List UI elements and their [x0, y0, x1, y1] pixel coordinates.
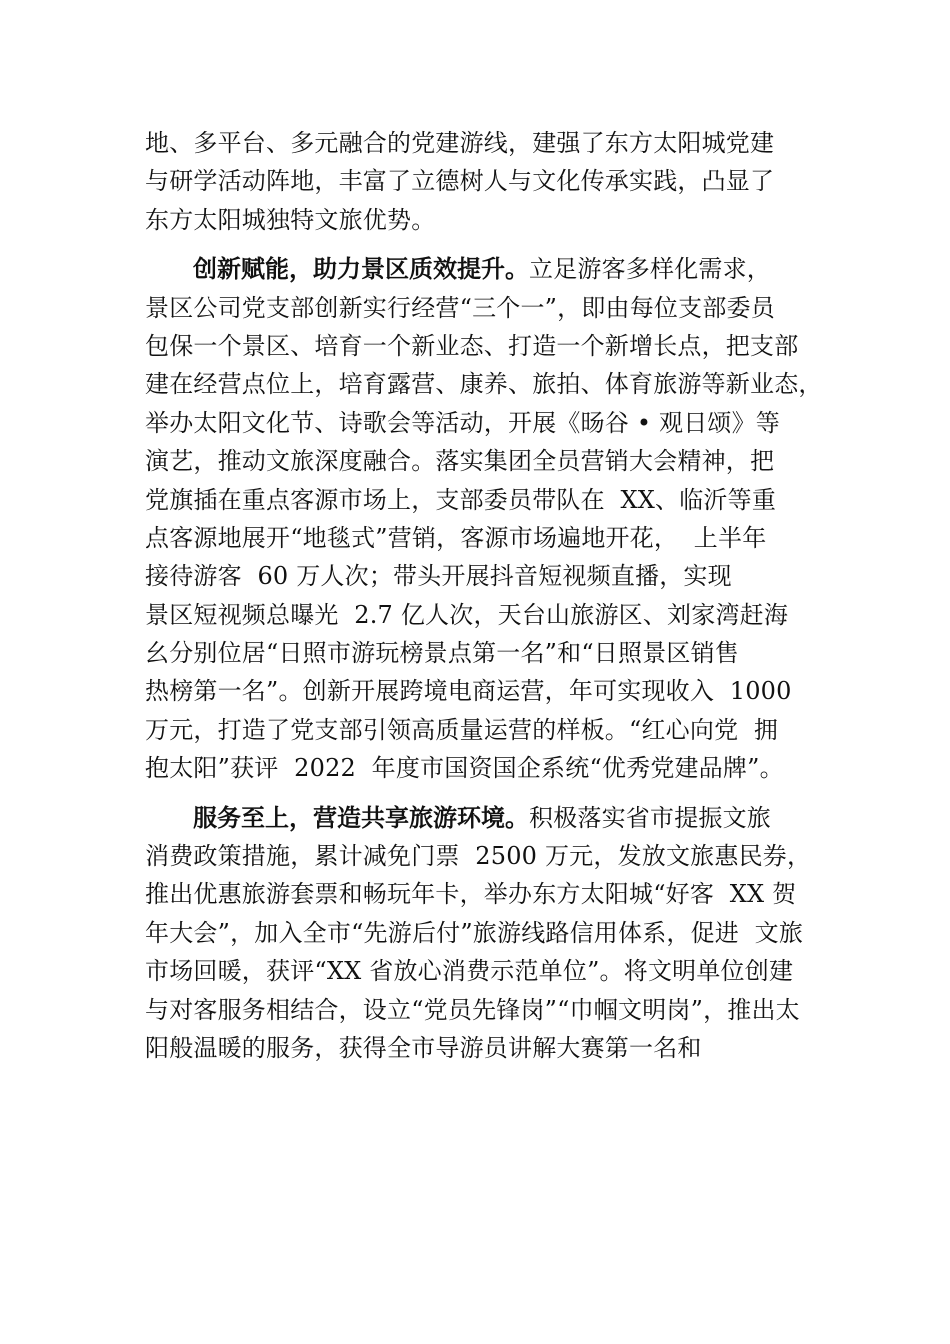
text-line: 景区短视频总曝光 2.7 亿人次，天台山旅游区、刘家湾赶海 — [145, 600, 789, 629]
text-line: 与对客服务相结合，设立“党员先锋岗”“巾帼文明岗”，推出太 — [145, 995, 800, 1024]
text-line: 演艺，推动文旅深度融合。落实集团全员营销大会精神，把 — [145, 447, 775, 476]
text-line: 万元，打造了党支部引领高质量运营的样板。“红心向党 拥 — [145, 715, 779, 744]
text-line: 党旗插在重点客源市场上，支部委员带队在 XX、临沂等重 — [145, 485, 777, 514]
text-line: 与研学活动阵地，丰富了立德树人与文化传承实践，凸显了 — [145, 167, 775, 196]
paragraph-lead-heading: 服务至上，营造共享旅游环境。 — [193, 803, 529, 832]
text-line: 接待游客 60 万人次；带头开展抖音短视频直播，实现 — [145, 562, 732, 591]
text-line: 年大会”，加入全市“先游后付”旅游线路信用体系，促进 文旅 — [145, 918, 804, 947]
text-line: 热榜第一名”。创新开展跨境电商运营，年可实现收入 1000 — [145, 677, 792, 706]
text-line: 建在经营点位上，培育露营、康养、旅拍、体育旅游等新业态， — [145, 370, 823, 399]
text-line: 抱太阳”获评 2022 年度市国资国企系统“优秀党建品牌”。 — [145, 754, 784, 783]
text-line: 景区公司党支部创新实行经营“三个一”，即由每位支部委员 — [145, 293, 775, 322]
text-line: 东方太阳城独特文旅优势。 — [145, 205, 436, 234]
text-line — [145, 799, 835, 837]
paragraph-innovation-empowerment — [145, 250, 835, 787]
document-page — [145, 124, 835, 1067]
text-line: 地、多平台、多元融合的党建游线，建强了东方太阳城党建 — [145, 129, 775, 157]
paragraph-party-tour-routes — [145, 124, 835, 239]
text-line: 市场回暖，获评“XX 省放心消费示范单位”。将文明单位创建 — [145, 957, 794, 986]
text-line: 包保一个景区、培育一个新业态、打造一个新增长点，把支部 — [145, 331, 799, 360]
text-line: 幺分别位居“日照市游玩榜景点第一名”和“日照景区销售 — [145, 639, 740, 668]
text-line — [145, 250, 835, 288]
text-run: 积极落实省市提振文旅 — [529, 803, 771, 832]
paragraph-service-first — [145, 799, 835, 1068]
text-line: 消费政策措施，累计减免门票 2500 万元，发放文旅惠民券， — [145, 842, 812, 871]
text-line: 点客源地展开“地毯式”营销，客源市场遍地开花， 上半年 — [145, 523, 767, 552]
text-line: 举办太阳文化节、诗歌会等活动，开展《旸谷 • 观日颂》等 — [145, 408, 781, 437]
text-line: 推出优惠旅游套票和畅玩年卡，举办东方太阳城“好客 XX 贺 — [145, 880, 797, 909]
text-run: 立足游客多样化需求， — [529, 255, 771, 284]
text-line: 阳般温暖的服务，获得全市导游员讲解大赛第一名和 — [145, 1033, 702, 1062]
paragraph-lead-heading: 创新赋能，助力景区质效提升。 — [193, 255, 529, 284]
